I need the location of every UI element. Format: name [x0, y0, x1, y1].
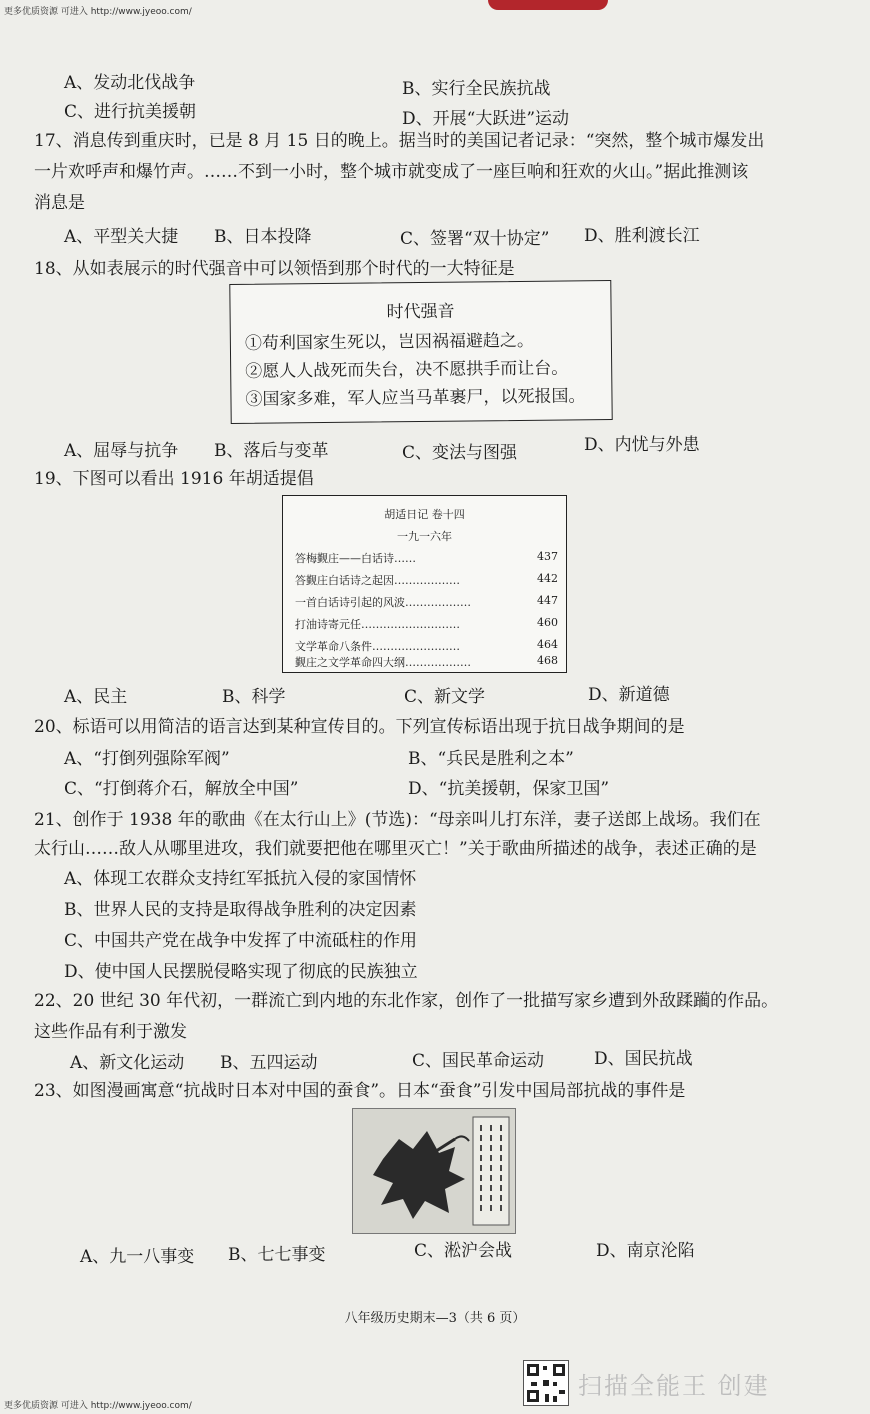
q16-option-d: D、开展“大跃进”运动 — [402, 109, 570, 129]
quote-item-2: ②愿人人战死而失台，决不愿拱手而让台。 — [245, 358, 569, 382]
quote-box — [229, 280, 612, 424]
q18-option-d: D、内忧与外患 — [584, 435, 700, 455]
q22-stem-line2: 这些作品有利于激发 — [34, 1022, 187, 1042]
q18-stem: 18、从如表展示的时代强音中可以领悟到那个时代的一大特征是 — [34, 259, 515, 279]
q23-option-d: D、南京沦陷 — [596, 1241, 695, 1261]
q17-option-b: B、日本投降 — [214, 227, 312, 247]
q21-option-b: B、世界人民的支持是取得战争胜利的决定因素 — [64, 900, 417, 920]
page-footer: 八年级历史期末—3（共 6 页） — [344, 1311, 526, 1326]
q18-option-c: C、变法与图强 — [402, 443, 518, 463]
diary-row: 觐庄之文学革命四大纲……………… 468 — [295, 654, 558, 669]
q18-option-b: B、落后与变革 — [214, 441, 329, 461]
leaf-drawing — [353, 1109, 515, 1233]
q21-stem-line2: 太行山……敌人从哪里进攻，我们就要把他在哪里灭亡！”关于歌曲所描述的战争，表述正确的是 — [34, 839, 757, 859]
q17-stem-line3: 消息是 — [34, 193, 85, 213]
q21-stem-line1: 21、创作于 1938 年的歌曲《在太行山上》(节选)：“母亲叫儿打东洋，妻子送郎上战场。我们在 — [34, 810, 761, 830]
q23-option-c: C、淞沪会战 — [414, 1241, 513, 1261]
red-binding-mark — [488, 0, 608, 10]
q17-option-c: C、签署“双十协定” — [400, 229, 550, 249]
q22-option-a: A、新文化运动 — [70, 1053, 185, 1073]
qr-code-icon — [524, 1361, 568, 1405]
diary-row: 答梅觐庄——白话诗…… 437 — [295, 550, 558, 565]
q18-option-a: A、屈辱与抗争 — [64, 441, 179, 461]
footer-note: 更多优质资源 可进入 http://www.jyeoo.com/ — [4, 1401, 192, 1411]
scanner-watermark: 扫描全能王 创建 — [578, 1372, 770, 1400]
q21-option-a: A、体现工农群众支持红军抵抗入侵的家国情怀 — [64, 869, 417, 889]
q17-option-a: A、平型关大捷 — [64, 227, 179, 247]
q16-option-c: C、进行抗美援朝 — [64, 102, 197, 122]
q23-option-b: B、七七事变 — [228, 1245, 326, 1265]
q17-option-d: D、胜利渡长江 — [584, 226, 700, 246]
q19-option-b: B、科学 — [222, 687, 286, 707]
qr-code — [523, 1360, 569, 1406]
q16-option-b: B、实行全民族抗战 — [402, 79, 551, 99]
q22-option-d: D、国民抗战 — [594, 1049, 693, 1069]
q21-option-c: C、中国共产党在战争中发挥了中流砥柱的作用 — [64, 931, 418, 951]
q19-option-c: C、新文学 — [404, 687, 486, 707]
quote-item-1: ①苟利国家生死以，岂因祸福避趋之。 — [244, 330, 534, 354]
header-note: 更多优质资源 可进入 http://www.jyeoo.com/ — [4, 7, 192, 17]
q23-stem: 23、如图漫画寓意“抗战时日本对中国的蚕食”。日本“蚕食”引发中国局部抗战的事件是 — [34, 1081, 686, 1101]
hu-shi-diary-image — [282, 495, 567, 673]
diary-title: 胡适日记 卷十四 — [384, 508, 465, 521]
diary-year: 一九一六年 — [397, 530, 452, 543]
silkworm-leaf-cartoon — [352, 1108, 516, 1234]
q17-stem-line2: 一片欢呼声和爆竹声。……不到一小时，整个城市就变成了一座巨响和狂欢的火山。”据此推测该 — [34, 162, 749, 182]
diary-row: 一首白话诗引起的风波……………… 447 — [295, 594, 558, 609]
q23-option-a: A、九一八事变 — [80, 1247, 195, 1267]
q16-option-a: A、发动北伐战争 — [64, 73, 196, 93]
q22-option-b: B、五四运动 — [220, 1053, 318, 1073]
diary-row: 答觐庄白话诗之起因……………… 442 — [295, 572, 558, 587]
q19-stem: 19、下图可以看出 1916 年胡适提倡 — [34, 469, 314, 489]
q20-option-c: C、“打倒蒋介石，解放全中国” — [64, 779, 299, 799]
quote-box-title: 时代强音 — [386, 301, 455, 323]
q21-option-d: D、使中国人民摆脱侵略实现了彻底的民族独立 — [64, 962, 418, 982]
diary-row: 文学革命八条件…………………… 464 — [295, 638, 558, 653]
q19-option-d: D、新道德 — [588, 685, 670, 705]
q22-stem-line1: 22、20 世纪 30 年代初，一群流亡到内地的东北作家，创作了一批描写家乡遭到外敌蹂躏的作品。 — [34, 991, 779, 1011]
q20-stem: 20、标语可以用简洁的语言达到某种宣传目的。下列宣传标语出现于抗日战争期间的是 — [34, 717, 685, 737]
q22-option-c: C、国民革命运动 — [412, 1051, 545, 1071]
q20-option-a: A、“打倒列强除军阀” — [64, 749, 230, 769]
q17-stem-line1: 17、消息传到重庆时，已是 8 月 15 日的晚上。据当时的美国记者记录：“突然，整个城市爆发出 — [34, 131, 765, 151]
quote-item-3: ③国家多难，军人应当马革裹尸，以死报国。 — [245, 386, 586, 410]
q20-option-d: D、“抗美援朝，保家卫国” — [408, 779, 610, 799]
diary-row: 打油诗寄元任……………………… 460 — [295, 616, 558, 631]
q19-option-a: A、民主 — [64, 687, 128, 707]
q20-option-b: B、“兵民是胜利之本” — [408, 749, 574, 769]
